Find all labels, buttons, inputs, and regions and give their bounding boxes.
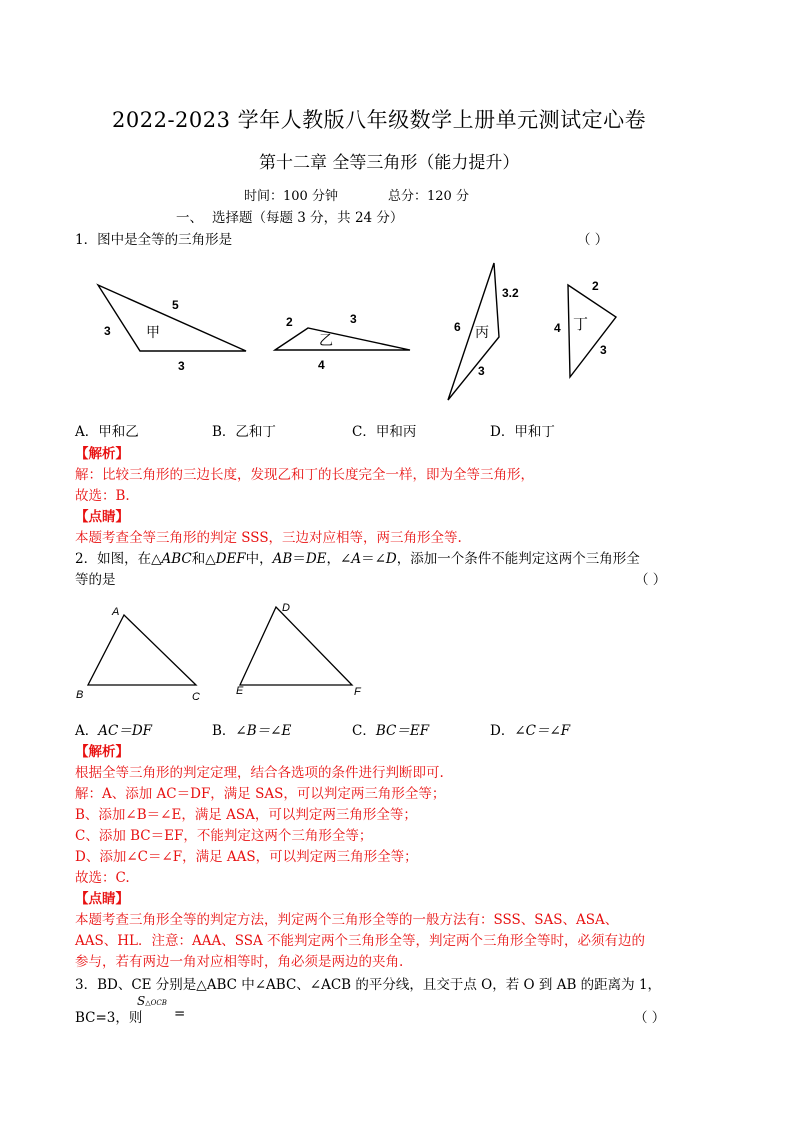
ding-side-c: 3: [600, 343, 607, 357]
q2-stem-line2: 等的是: [75, 572, 116, 588]
q2-stem-line1: 2．如图，在△ABC和△DEF中，AB＝DE，∠A＝∠D，添加一个条件不能判定这两个三角形全: [75, 551, 640, 567]
bing-side-b: 6: [454, 320, 461, 334]
triangle-ding: [554, 279, 616, 377]
q1-comment: 本题考查全等三角形的判定 SSS，三边对应相等，两三角形全等.: [75, 530, 462, 546]
bing-label: 丙: [475, 324, 489, 340]
q1-analysis-tag: 【解析】: [75, 446, 129, 462]
jia-side-a: 5: [172, 298, 179, 312]
ding-label: 丁: [573, 316, 589, 333]
q2-analysis-line: 解：A、添加 AC＝DF，满足 SAS，可以判定两三角形全等；: [75, 786, 446, 802]
bing-side-c: 3: [478, 364, 485, 378]
q1-option-a: A．甲和乙: [75, 424, 139, 440]
jia-side-c: 3: [178, 359, 185, 373]
q3-formula-equals: =: [174, 1006, 186, 1022]
q2-analysis-tag: 【解析】: [75, 744, 129, 760]
ding-side-a: 2: [592, 279, 599, 293]
label-E: E: [236, 685, 244, 697]
q3-answer-paren: （ ）: [634, 1010, 666, 1026]
exam-time: 时间：100 分钟: [244, 189, 338, 204]
q2-triangles-figure: [0, 598, 800, 708]
q2-comment-line: AAS、HL．注意：AAA、SSA 不能判定两个三角形全等，判定两个三角形全等时，必须有边的: [75, 933, 646, 949]
yi-side-a: 2: [286, 315, 293, 329]
yi-side-c: 4: [318, 358, 325, 372]
triangle-bing: [448, 263, 519, 400]
exam-score: 总分：120 分: [388, 189, 469, 204]
triangle-abc: [76, 606, 200, 703]
q2-answer-paren: （ ）: [635, 572, 667, 588]
q1-option-d: D．甲和丁: [490, 424, 555, 440]
label-D: D: [282, 602, 290, 614]
chapter-subtitle: 第十二章 全等三角形（能力提升）: [259, 153, 520, 173]
bing-side-a: 3.2: [502, 286, 519, 300]
q1-option-b: B．乙和丁: [212, 424, 276, 440]
q1-comment-tag: 【点睛】: [75, 509, 129, 525]
q2-option-d: D．∠C＝∠F: [490, 723, 571, 739]
q1-stem: 1．图中是全等的三角形是: [75, 232, 233, 248]
q1-answer-paren: （ ）: [577, 232, 609, 248]
q1-option-c: C．甲和丙: [352, 424, 417, 440]
q3-formula: S△OCB: [137, 994, 167, 1008]
q2-option-b: B．∠B＝∠E: [212, 723, 292, 739]
page-title: 2022-2023 学年人教版八年级数学上册单元测试定心卷: [112, 108, 647, 132]
jia-label: 甲: [146, 324, 160, 340]
q2-analysis-line: C、添加 BC＝EF，不能判定这两个三角形全等；: [75, 828, 373, 844]
q2-comment-line: 参与，若有两边一角对应相等时，角必须是两边的夹角.: [75, 954, 404, 970]
label-F: F: [354, 686, 361, 698]
ding-side-b: 4: [554, 321, 561, 335]
q1-choice: 故选：B.: [75, 488, 130, 504]
q3-stem-line1: 3．BD、CE 分别是△ABC 中∠ABC、∠ACB 的平分线，且交于点 O，若 O 到 AB 的距离为 1，: [75, 977, 662, 993]
q2-analysis-line: B、添加∠B＝∠E，满足 ASA，可以判定两三角形全等；: [75, 807, 417, 823]
q2-analysis-line: 根据全等三角形的判定定理，结合各选项的条件进行判断即可.: [75, 765, 444, 781]
q2-analysis-line: D、添加∠C＝∠F，满足 AAS，可以判定两三角形全等；: [75, 849, 418, 865]
q1-triangles-figure: [0, 255, 800, 415]
q2-analysis-line: 故选：C.: [75, 870, 130, 886]
q1-analysis: 解：比较三角形的三边长度，发现乙和丁的长度完全一样，即为全等三角形，: [75, 467, 534, 483]
yi-label: 乙: [319, 332, 333, 348]
label-C: C: [192, 691, 200, 703]
q2-option-c: C．BC＝EF: [352, 723, 430, 739]
triangle-yi: [275, 312, 410, 372]
section-label: 选择题（每题 3 分，共 24 分）: [212, 210, 404, 226]
yi-side-b: 3: [350, 312, 357, 326]
label-B: B: [76, 689, 84, 701]
q3-stem-line2: BC=3，则: [75, 1010, 143, 1026]
q2-comment-line: 本题考查三角形全等的判定方法，判定两个三角形全等的一般方法有：SSS、SAS、ASA、: [75, 912, 619, 928]
q2-option-a: A．AC＝DF: [75, 723, 153, 739]
triangle-jia: [98, 285, 246, 373]
triangle-def: [236, 602, 362, 698]
q2-comment-tag: 【点睛】: [75, 891, 129, 907]
label-A: A: [112, 606, 120, 618]
section-number: 一、: [176, 210, 203, 226]
jia-side-b: 3: [104, 324, 111, 338]
